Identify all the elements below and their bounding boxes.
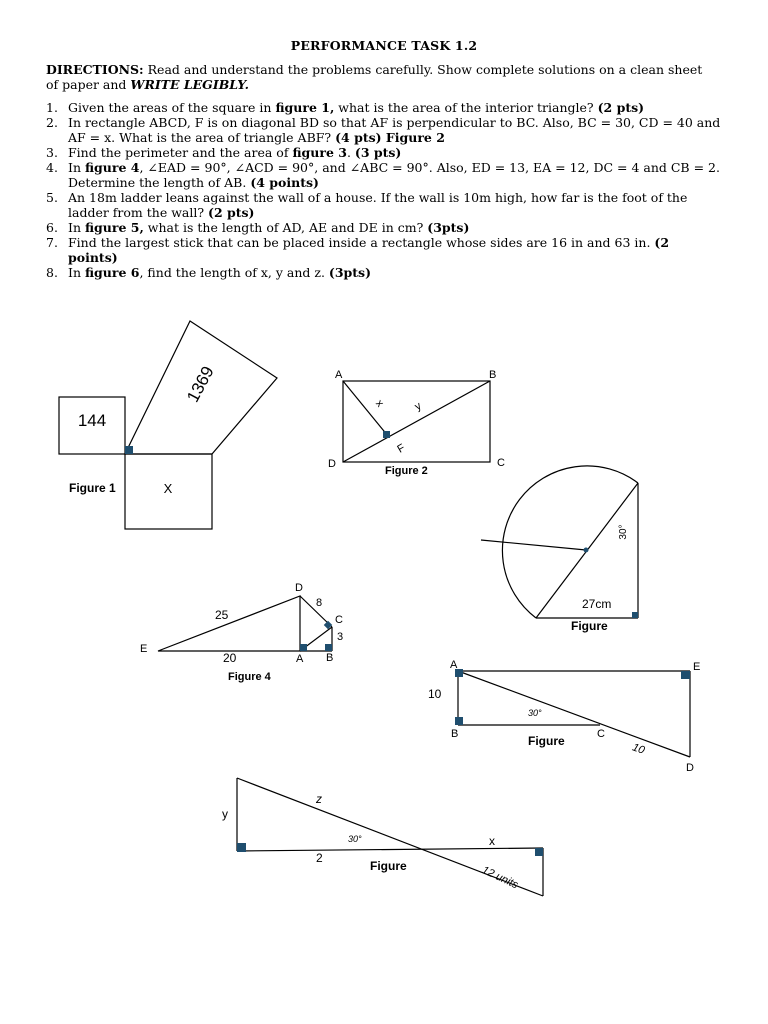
- label-b: B: [489, 369, 497, 381]
- problem-text: In rectangle ABCD, F is on diagonal BD so that AF is perpendicular to BC. Also, BC = 30, CD = 40 and AF = x. What is the area of triangle ABF?: [68, 115, 721, 145]
- problem-number: 3.: [46, 145, 58, 160]
- label-8: 8: [316, 597, 323, 609]
- label-d: D: [295, 582, 303, 594]
- problem-text: (2 pts): [597, 100, 645, 115]
- problem-text: what is the area of the interior triangle?: [334, 100, 598, 115]
- label-e: E: [693, 661, 701, 673]
- label-d: D: [328, 458, 336, 470]
- label-a: A: [335, 369, 343, 381]
- label-30deg: 30°: [528, 708, 542, 718]
- label-x: x: [489, 834, 495, 848]
- problem-text: (3 pts): [354, 145, 402, 160]
- problem-text: (3pts): [328, 265, 371, 280]
- right-angle-marker: [455, 717, 463, 725]
- right-angle-marker: [535, 848, 543, 856]
- problem-number: 6.: [46, 220, 58, 235]
- directions-label: DIRECTIONS:: [46, 62, 144, 77]
- label-e: E: [140, 643, 148, 655]
- segment-base: [237, 848, 543, 851]
- right-angle-marker: [325, 644, 332, 651]
- label-x: X: [163, 481, 173, 496]
- label-2: 2: [316, 851, 323, 865]
- problem-text: In: [68, 220, 85, 235]
- figure-1-caption: Figure 1: [69, 481, 116, 495]
- problem-text: , ∠EAD = 90°, ∠ACD = 90°, and ∠ABC = 90°. Also, ED = 13, EA = 12, DC = 4 and CB = 2. Determine the length of AB.: [68, 160, 720, 190]
- problem-text: (4 points): [250, 175, 319, 190]
- label-b: B: [451, 728, 459, 740]
- directions-text: Read and understand the problems carefully. Show complete solutions on a clean sheet of paper and: [46, 62, 703, 92]
- problem-text: (3pts): [427, 220, 470, 235]
- label-y: y: [222, 807, 228, 821]
- problem-number: 1.: [46, 100, 58, 115]
- right-angle-marker: [383, 431, 390, 438]
- problem-text: .: [346, 145, 355, 160]
- problem-number: 2.: [46, 115, 58, 130]
- figure-4: [158, 596, 332, 651]
- center-point: [584, 548, 589, 553]
- problem-number: 4.: [46, 160, 58, 175]
- label-3: 3: [337, 631, 344, 643]
- label-x: x: [373, 397, 386, 410]
- problem-text: An 18m ladder leans against the wall of a house. If the wall is 10m high, how far is the foot of the ladder from the wall?: [68, 190, 688, 220]
- problem-text: figure 6: [84, 265, 140, 280]
- problem-text: In: [68, 160, 85, 175]
- label-25: 25: [215, 608, 229, 622]
- triangle-ead: [158, 596, 300, 651]
- label-y: y: [412, 399, 424, 414]
- problem-text: figure 5,: [84, 220, 144, 235]
- label-a: A: [296, 653, 304, 665]
- problem-text: what is the length of AD, AE and DE in cm?: [143, 220, 428, 235]
- problem-text: figure 4: [84, 160, 140, 175]
- label-z: z: [316, 792, 322, 806]
- segment-af: [343, 381, 388, 436]
- label-a: A: [450, 659, 458, 671]
- figure-3-caption: Figure: [571, 619, 608, 633]
- figure-2: [343, 381, 490, 462]
- directions-emphasis: WRITE LEGIBLY.: [130, 77, 249, 92]
- label-30deg: 30°: [348, 834, 362, 844]
- figure-3: [481, 466, 638, 618]
- label-10-cd: 10: [630, 741, 647, 757]
- right-angle-marker: [300, 644, 307, 651]
- problem-text: (2 points): [68, 235, 670, 265]
- right-angle-marker: [237, 843, 246, 852]
- figure-6-caption: Figure: [370, 859, 407, 873]
- problem-text: (2 pts): [208, 205, 255, 220]
- label-f: F: [395, 441, 408, 456]
- label-20: 20: [223, 651, 237, 665]
- label-c: C: [597, 728, 605, 740]
- problem-text: In: [68, 265, 85, 280]
- problem-text: , find the length of x, y and z.: [139, 265, 329, 280]
- figure-4-caption: Figure 4: [228, 671, 271, 683]
- figure-2-caption: Figure 2: [385, 465, 428, 477]
- problem-number: 7.: [46, 235, 58, 250]
- label-30deg: 30°: [618, 524, 629, 540]
- label-10-ab: 10: [428, 687, 442, 701]
- problem-text: figure 3: [292, 145, 347, 160]
- figure-5: [455, 669, 690, 757]
- problem-number: 8.: [46, 265, 58, 280]
- right-angle-marker: [125, 446, 133, 454]
- right-angle-marker: [632, 612, 638, 618]
- semicircle-arc: [502, 466, 638, 618]
- label-c: C: [497, 457, 505, 469]
- page-title: PERFORMANCE TASK 1.2: [290, 38, 478, 53]
- problem-text: Given the areas of the square in: [68, 100, 276, 115]
- radius: [481, 540, 586, 550]
- label-d: D: [686, 762, 694, 774]
- problem-text: (4 pts) Figure 2: [335, 130, 445, 145]
- label-144: 144: [77, 411, 107, 430]
- label-1369: 1369: [183, 363, 218, 406]
- label-27cm: 27cm: [582, 597, 612, 611]
- problem-text: Find the perimeter and the area of: [68, 145, 293, 160]
- label-c: C: [335, 614, 343, 626]
- problem-number: 5.: [46, 190, 58, 205]
- problem-text: Find the largest stick that can be placed inside a rectangle whose sides are 16 in and 63 in.: [68, 235, 655, 250]
- problem-text: figure 1,: [275, 100, 335, 115]
- right-angle-marker: [681, 671, 690, 679]
- figure-5-caption: Figure: [528, 734, 565, 748]
- label-12-units: 12 units: [479, 864, 520, 892]
- segment-ad: [458, 671, 690, 757]
- label-b: B: [326, 652, 334, 664]
- diagonal-bd: [343, 381, 490, 462]
